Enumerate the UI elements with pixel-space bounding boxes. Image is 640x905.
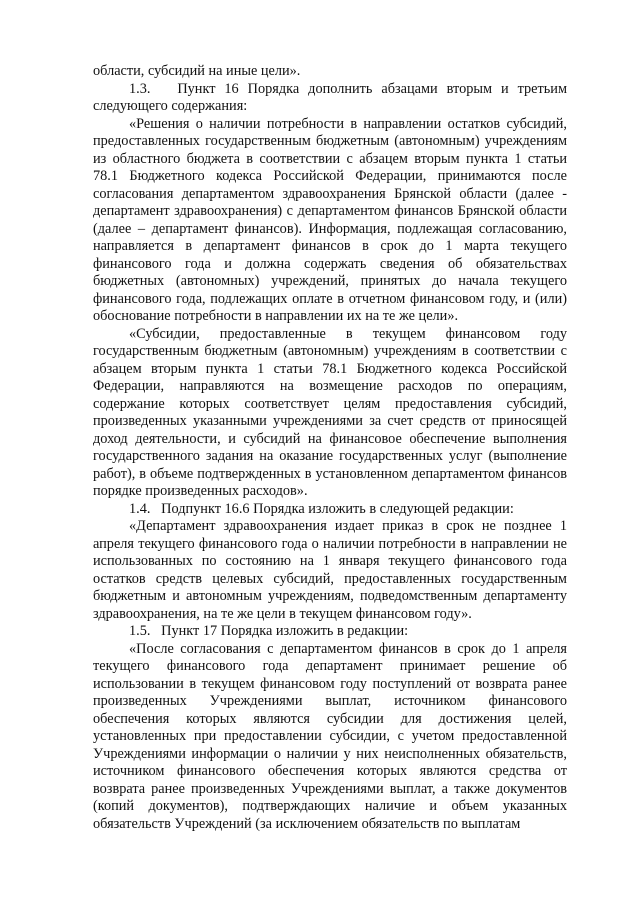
- paragraph-continuation: области, субсидий на иные цели».: [93, 63, 301, 79]
- paragraph-item-1-5: 1.5. Пункт 17 Порядка изложить в редакции:: [129, 623, 409, 639]
- paragraph-quote-1-5: «После согласования с департаментом финансов в срок до 1 апреля текущего финансового года департамент принимает решение об использовании в текущем финансовом году поступлений от возврата ранее произведенных Учреждениями выплат, источником финансового обеспечения которых являются субсидии для достижения целей, установленных при предоставлении субсидии, с учетом предоставленной Учреждениями информации о наличии у них неисполненных обязательств, источником финансового обеспечения которых являются средства от возврата ранее произведенных Учреждениями выплат, а также документов (копий документов), подтверждающих наличие и объем указанных обязательств Учреждений (за исключением обязательств по выплатам: [93, 640, 567, 832]
- paragraph-quote-1-4: «Департамент здравоохранения издает приказ в срок не позднее 1 апреля текущего финансового года о наличии потребности в направлении не использованных по состоянию на 1 января текущего финансового года остатков средств целевых субсидий, предоставленных государственным бюджетным и автономным учреждениям, подведомственным департаменту здравоохранения, на те же цели в текущем финансовом году».: [93, 518, 567, 622]
- document-body: [93, 63, 567, 833]
- paragraph-item-1-4: 1.4. Подпункт 16.6 Порядка изложить в следующей редакции:: [129, 500, 514, 517]
- paragraph-quote-1-3-second: «Субсидии, предоставленные в текущем финансовом году государственным бюджетным (автономным) учреждениям в соответствии с абзацем вторым пункта 1 статьи 78.1 Бюджетного кодекса Российской Федерации, направляются на возмещение расходов по операциям, содержание которых соответствует целям предоставления субсидий, произведенных указанными учреждениями за счет средств от приносящей доход деятельности, и субсидий на финансовое обеспечение выполнения государственного задания на оказание государственных услуг (выполнение работ), в объеме подтвержденных в установленном департаментом финансов порядке произведенных расходов».: [93, 325, 567, 499]
- paragraph-quote-1-3-first: «Решения о наличии потребности в направлении остатков субсидий, предоставленных государственным бюджетным (автономным) учреждениям из областного бюджета в соответствии с абзацем вторым пункта 1 статьи 78.1 Бюджетного кодекса Российской Федерации, принимаются после согласования департаментом здравоохранения Брянской области (далее - департамент здравоохранения) с департаментом финансов Брянской области (далее – департамент финансов). Информация, подлежащая согласованию, направляется в департамент финансов в срок до 1 марта текущего финансового года и должна содержать сведения об обязательствах бюджетных (автономных) учреждений, принятых до начала текущего финансового года, подлежащих оплате в отчетном финансовом году, и (или) обоснование потребности в направлении их на те же цели».: [93, 115, 567, 324]
- paragraph-item-1-3: 1.3. Пункт 16 Порядка дополнить абзацами вторым и третьим следующего содержания:: [93, 80, 567, 114]
